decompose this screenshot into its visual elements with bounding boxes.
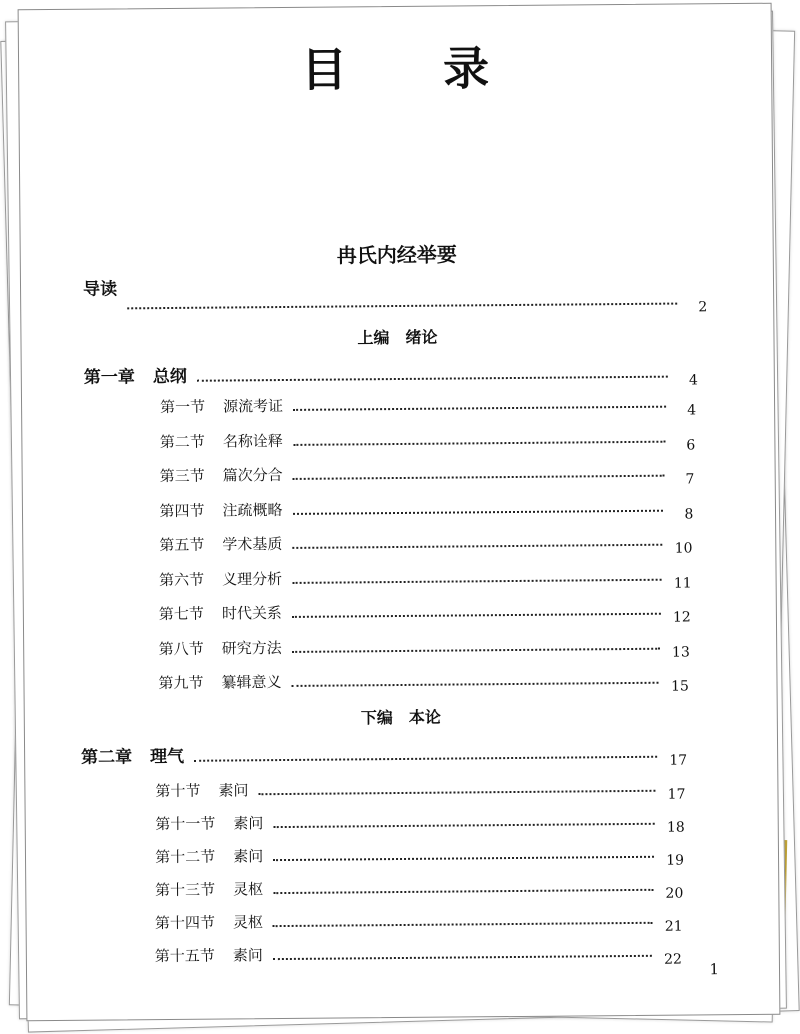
- toc-entry-section[interactable]: [155, 835, 684, 868]
- entry-label: [155, 878, 263, 900]
- page-number: 13: [671, 643, 690, 661]
- section-number: 第十一节: [155, 814, 216, 834]
- toc-entry-section[interactable]: [159, 522, 692, 555]
- section-name: 篇次分合: [222, 466, 283, 485]
- page-number: 18: [666, 819, 685, 836]
- dot-leader: [273, 822, 654, 828]
- part-heading: [21, 322, 773, 352]
- section-name: 注疏概略: [222, 500, 283, 520]
- dot-leader: [127, 302, 677, 310]
- section-number: 第二节: [159, 432, 205, 451]
- entry-label: [155, 944, 263, 966]
- page-number: 15: [671, 678, 690, 695]
- page-number: 8: [684, 505, 694, 523]
- dot-leader: [273, 921, 653, 927]
- entry-label: [159, 499, 282, 521]
- part-heading: [25, 702, 777, 732]
- entry-label: [159, 637, 282, 659]
- entry-label: [159, 602, 282, 624]
- dot-leader: [197, 375, 668, 382]
- dot-leader: [293, 474, 665, 480]
- chapter-number: 第二章: [81, 747, 133, 768]
- toc-entry-section[interactable]: [159, 488, 693, 521]
- book-title: 冉氏内经举要: [336, 242, 457, 268]
- page-folio: 1: [709, 960, 720, 979]
- page-number: 10: [674, 540, 693, 557]
- entry-label: [158, 671, 281, 693]
- entry-label: [84, 362, 187, 388]
- toc-page: [18, 3, 781, 1022]
- page-number: 4: [688, 372, 698, 389]
- toc-entry-section[interactable]: [155, 769, 685, 802]
- entry-label: [155, 812, 263, 834]
- dot-leader: [293, 405, 666, 411]
- page-number: 21: [664, 918, 683, 935]
- dot-leader: [293, 439, 665, 445]
- entry-label: [155, 911, 263, 933]
- entry-label: [160, 464, 283, 486]
- toc-entry-section[interactable]: [160, 384, 696, 417]
- page-number: 22: [664, 951, 682, 968]
- section-number: 第六节: [159, 570, 205, 589]
- part-name: 上编: [357, 328, 390, 348]
- section-number: 第三节: [159, 466, 205, 486]
- toc-entry-section[interactable]: [160, 419, 696, 452]
- dot-leader: [292, 577, 661, 583]
- page-number: 17: [669, 752, 688, 769]
- page-number: 17: [667, 786, 686, 803]
- entry-label: [159, 533, 282, 555]
- dot-leader: [293, 508, 664, 514]
- section-name: 时代关系: [221, 604, 282, 623]
- entry-label: [81, 742, 184, 768]
- dot-leader: [194, 755, 657, 762]
- section-name: 研究方法: [221, 638, 282, 658]
- page-number: 11: [673, 574, 692, 592]
- section-name: 学术基质: [222, 535, 283, 554]
- entry-label: 导读: [82, 279, 118, 300]
- entry-label: [155, 845, 263, 867]
- entry-label: [160, 430, 283, 452]
- entry-label: [155, 779, 248, 801]
- section-name: 义理分析: [222, 569, 283, 589]
- section-number: 第十三节: [155, 880, 216, 900]
- toc-entry-intro[interactable]: [83, 269, 707, 314]
- toc-entry-chapter[interactable]: [84, 350, 698, 387]
- toc-entry-section[interactable]: [159, 557, 692, 590]
- dot-leader: [273, 888, 653, 894]
- section-number: 第八节: [158, 639, 204, 658]
- toc-entry-chapter[interactable]: [81, 732, 687, 767]
- section-name: 纂辑意义: [221, 673, 282, 692]
- dot-leader: [292, 646, 660, 652]
- section-number: 第四节: [159, 501, 205, 520]
- page-number: 20: [665, 885, 684, 902]
- section-name: 素问: [218, 781, 249, 800]
- toc-entry-section[interactable]: [158, 660, 689, 693]
- entry-label: [159, 568, 282, 590]
- dot-leader: [292, 543, 662, 549]
- page-number: 2: [698, 299, 708, 316]
- section-number: 第五节: [159, 535, 205, 555]
- part-subtitle: 本论: [408, 707, 441, 727]
- entry-label: [160, 395, 283, 417]
- chapter-name: 理气: [150, 746, 185, 768]
- toc-entry-section[interactable]: [160, 453, 695, 486]
- section-name: 素问: [233, 814, 264, 833]
- toc-entry-section[interactable]: [155, 868, 683, 901]
- section-name: 灵枢: [233, 880, 264, 899]
- toc-entry-section[interactable]: [159, 626, 690, 659]
- section-number: 第七节: [158, 604, 204, 624]
- page-number: 7: [685, 471, 695, 488]
- section-number: 第十四节: [154, 913, 216, 933]
- dot-leader: [273, 954, 652, 960]
- dot-leader: [273, 855, 654, 861]
- toc-entry-section[interactable]: [159, 591, 691, 624]
- section-name: 素问: [233, 847, 264, 866]
- toc-entry-section[interactable]: [155, 901, 683, 934]
- toc-entry-section[interactable]: [155, 934, 682, 967]
- page-number: 6: [686, 436, 696, 453]
- toc-entry-section[interactable]: [155, 802, 685, 835]
- chapter-name: 总纲: [152, 366, 187, 388]
- section-number: 第十二节: [155, 847, 216, 867]
- page-number: 12: [672, 609, 691, 626]
- section-number: 第十节: [155, 781, 201, 801]
- dot-leader: [292, 681, 659, 687]
- section-number: 第十五节: [154, 946, 215, 966]
- section-name: 灵枢: [232, 913, 264, 932]
- page-title: 目 录: [300, 40, 530, 97]
- dot-leader: [258, 789, 655, 795]
- section-number: 第九节: [158, 673, 204, 693]
- chapter-number: 第一章: [83, 367, 135, 388]
- part-subtitle: 绪论: [405, 327, 438, 347]
- part-name: 下编: [360, 708, 393, 728]
- dot-leader: [292, 612, 661, 618]
- section-name: 源流考证: [223, 397, 284, 416]
- section-name: 名称诠释: [222, 431, 283, 451]
- page-number: 4: [687, 402, 697, 419]
- page-number: 19: [666, 852, 685, 869]
- section-number: 第一节: [159, 397, 206, 417]
- section-name: 素问: [232, 946, 263, 965]
